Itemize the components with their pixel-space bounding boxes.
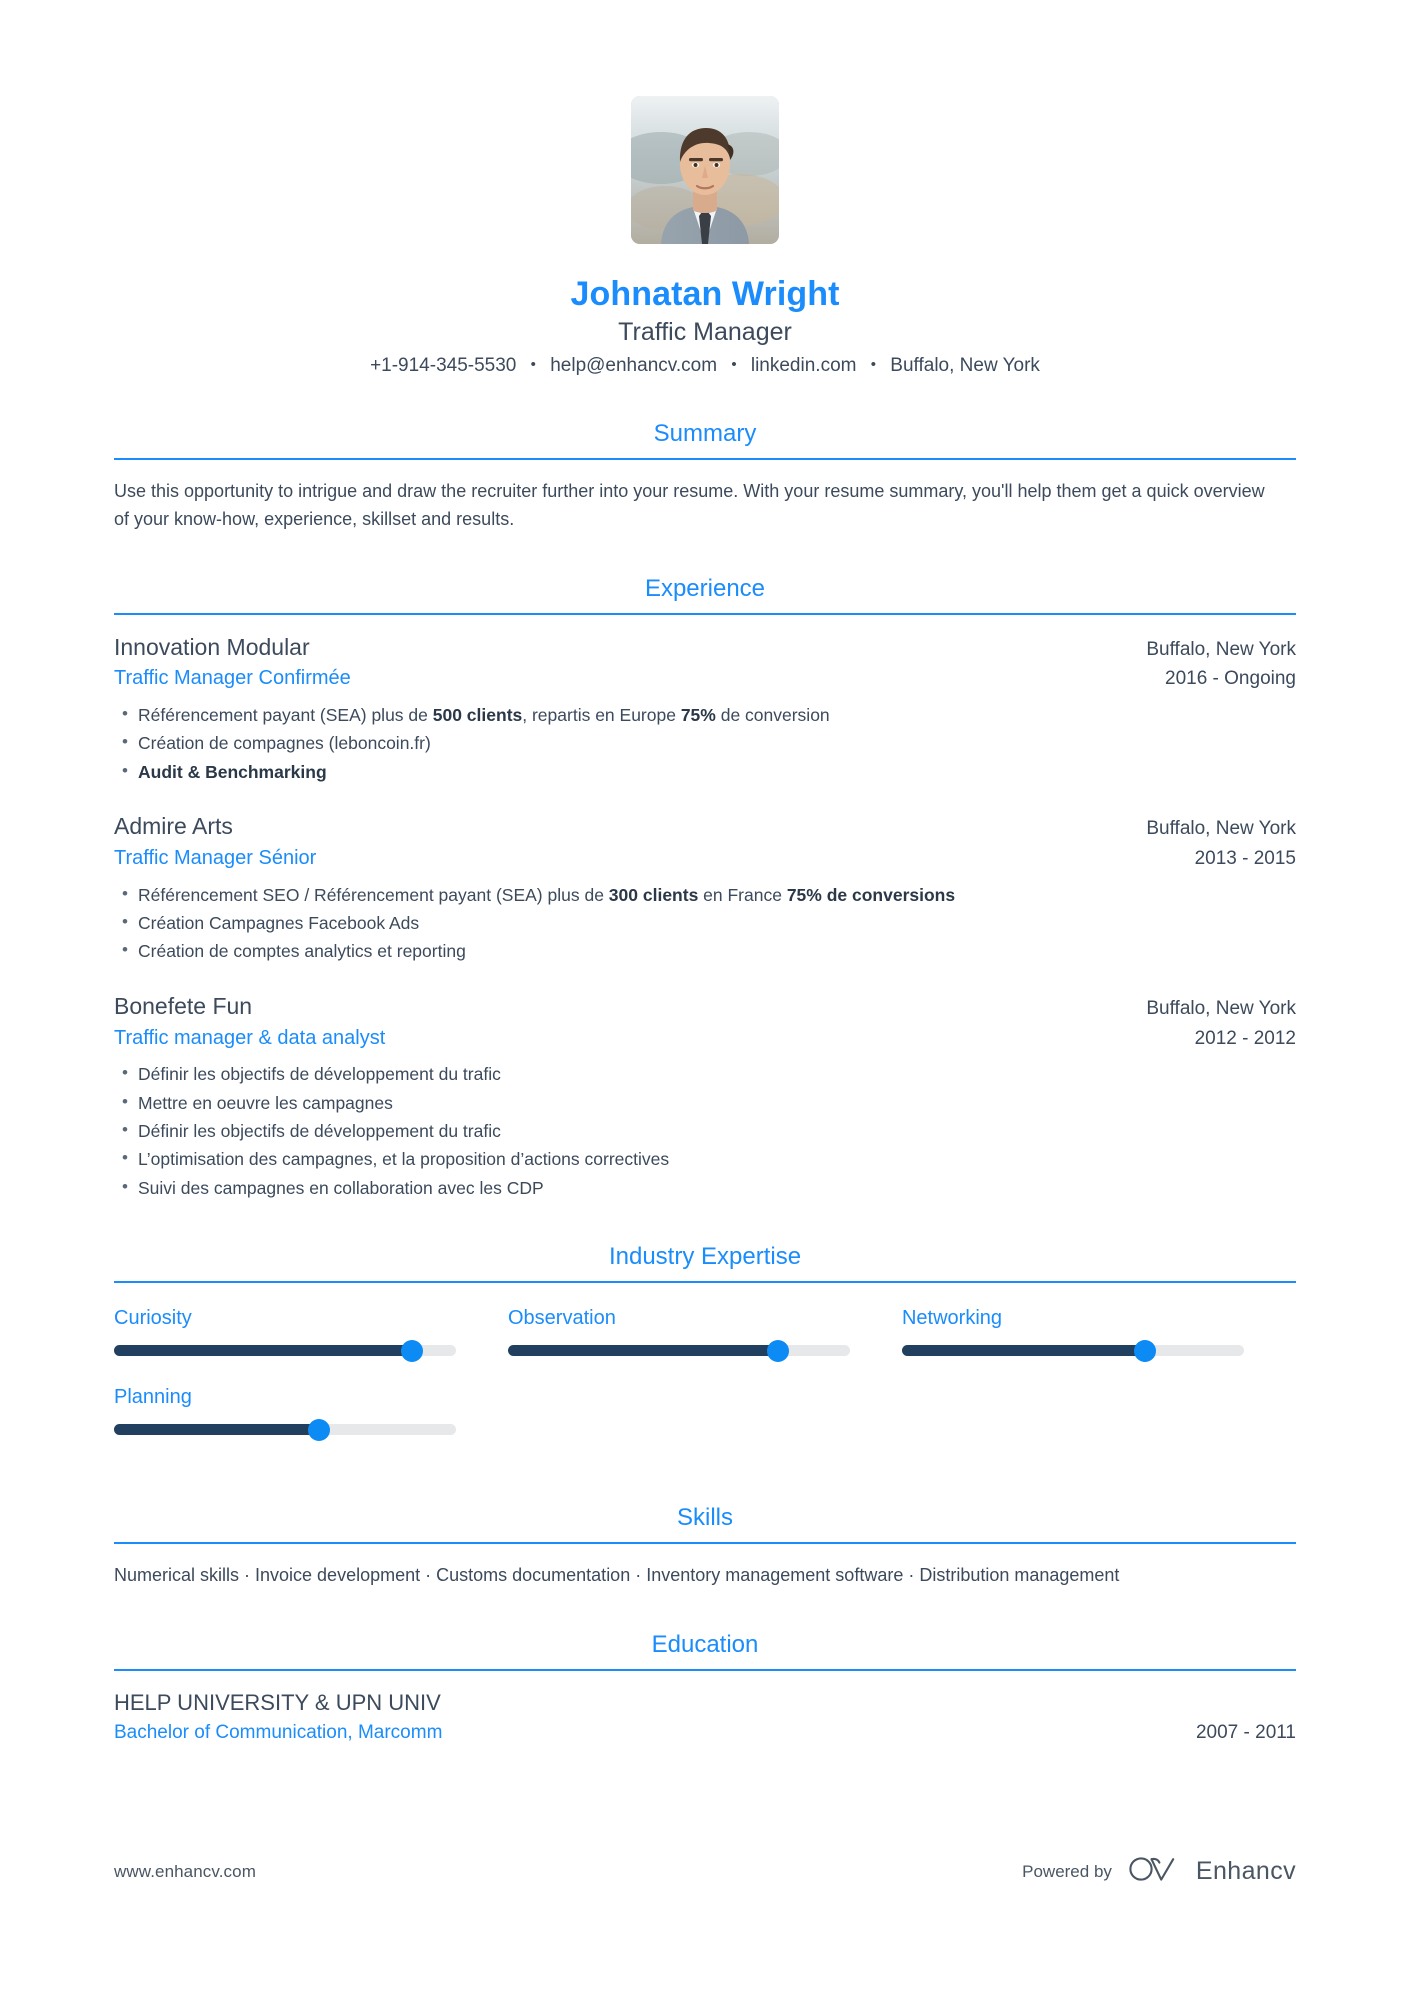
education-dates: 2007 - 2011 [1195,1721,1296,1743]
experience-bullet: • L’optimisation des campagnes, et la proposition d’actions correctives [114,1145,1296,1173]
summary-text: Use this opportunity to intrigue and draw the recruiter further into your resume. With your resume summary, you'll help them get a quick overview of your know-how, experience, skillset and results. [114,480,1265,529]
avatar [631,96,779,244]
slider-track[interactable] [902,1345,1244,1356]
experience-item-sub [114,665,1296,692]
education-school: HELP UNIVERSITY & UPN UNIV [114,1689,441,1715]
expertise-slider[interactable] [902,1305,1296,1356]
experience-bullet: • Référencement SEO / Référencement payant (SEA) plus de 300 clients en France 75% de conversions [114,881,1296,909]
footer-brand [1022,1854,1296,1889]
expertise-slider[interactable] [508,1305,902,1356]
enhancv-logo-icon [1128,1854,1180,1889]
experience-item-head [114,992,1296,1022]
section-title-summary: Summary [653,419,757,447]
expertise-slider-list [114,1305,1296,1463]
experience-item [114,812,1296,966]
experience-dates: 2016 - Ongoing [1165,668,1296,690]
profile-photo-icon [631,96,779,244]
experience-bullet-list [114,701,1296,786]
experience-bullet: • Création de compagnes (leboncoin.fr) [114,729,1296,757]
experience-item-sub [114,1025,1296,1052]
section-education [114,1630,1296,1745]
footer-website[interactable]: www.enhancv.com [114,1861,256,1881]
experience-location: Buffalo, New York [1146,638,1296,660]
experience-bullet: • Mettre en oeuvre les campagnes [114,1089,1296,1117]
contact-line [114,354,1296,379]
experience-bullet: • Création de comptes analytics et reporting [114,937,1296,965]
experience-item-sub [114,845,1296,872]
expertise-slider-label: Curiosity [114,1307,192,1330]
page-title: Johnatan Wright [570,275,840,313]
experience-bullet: • Création Campagnes Facebook Ads [114,909,1296,937]
experience-item [114,992,1296,1202]
expertise-slider-label: Observation [507,1307,616,1330]
contact-separator: • [530,356,536,374]
experience-item-head [114,633,1296,663]
enhancv-wordmark: Enhancv [1195,1857,1296,1885]
experience-dates: 2013 - 2015 [1194,848,1296,870]
education-item [114,1689,1296,1745]
slider-fill [114,1424,319,1435]
experience-company: Innovation Modular [114,633,310,660]
experience-role: Traffic Manager Confirmée [114,667,351,690]
education-degree: Bachelor of Communication, Marcomm [114,1721,443,1743]
email-text[interactable]: help@enhancv.com [550,355,718,377]
experience-item [114,633,1296,787]
experience-bullet-list [114,1060,1296,1202]
section-summary [114,419,1296,534]
section-experience [114,574,1296,1203]
phone-text: +1-914-345-5530 [370,355,517,377]
experience-dates: 2012 - 2012 [1194,1027,1296,1049]
section-skills [114,1503,1296,1590]
location-text: Buffalo, New York [890,355,1040,377]
experience-bullet: • Référencement payant (SEA) plus de 500 clients, repartis en Europe 75% de conversion [114,701,1296,729]
experience-company: Admire Arts [114,813,233,840]
slider-fill [508,1345,778,1356]
experience-role: Traffic manager & data analyst [114,1026,386,1049]
experience-location: Buffalo, New York [1146,997,1296,1019]
slider-track[interactable] [114,1345,456,1356]
slider-track[interactable] [508,1345,850,1356]
experience-list [114,615,1296,1203]
slider-thumb[interactable] [767,1340,789,1362]
job-title: Traffic Manager [618,318,792,347]
experience-bullet: • Suivi des campagnes en collaboration avec les CDP [114,1174,1296,1202]
experience-bullet: • Définir les objectifs de développement du trafic [114,1060,1296,1088]
education-list [114,1671,1296,1745]
section-industry-expertise [114,1242,1296,1463]
slider-fill [114,1345,412,1356]
slider-thumb[interactable] [1134,1340,1156,1362]
expertise-slider[interactable] [114,1305,508,1356]
section-title-skills: Skills [676,1504,733,1532]
experience-bullet: • Définir les objectifs de développement du trafic [114,1117,1296,1145]
powered-by-label: Powered by [1022,1861,1112,1881]
experience-bullet: • Audit & Benchmarking [114,758,1296,786]
experience-item-head [114,812,1296,842]
resume-header [114,0,1296,379]
section-title-industry-expertise: Industry Expertise [608,1243,802,1271]
experience-location: Buffalo, New York [1146,818,1296,840]
expertise-slider[interactable] [114,1384,508,1435]
expertise-slider-label: Planning [114,1386,192,1409]
experience-role: Traffic Manager Sénior [114,847,317,870]
contact-separator: • [870,356,877,374]
slider-thumb[interactable] [401,1340,423,1362]
education-item-sub [114,1721,1296,1746]
slider-track[interactable] [114,1424,456,1435]
experience-bullet-list [114,881,1296,966]
contact-separator: • [731,356,737,374]
section-title-experience: Experience [644,574,766,602]
expertise-slider-label: Networking [901,1307,1003,1330]
linkedin-link[interactable]: linkedin.com [750,355,857,377]
experience-company: Bonefete Fun [114,992,253,1019]
footer [114,1854,1296,1889]
slider-thumb[interactable] [308,1419,330,1441]
section-title-education: Education [651,1630,759,1658]
slider-fill [902,1345,1145,1356]
skills-text: Numerical skills · Invoice development · Customs documentation · Inventory management software · Distribution management [114,1565,1120,1586]
